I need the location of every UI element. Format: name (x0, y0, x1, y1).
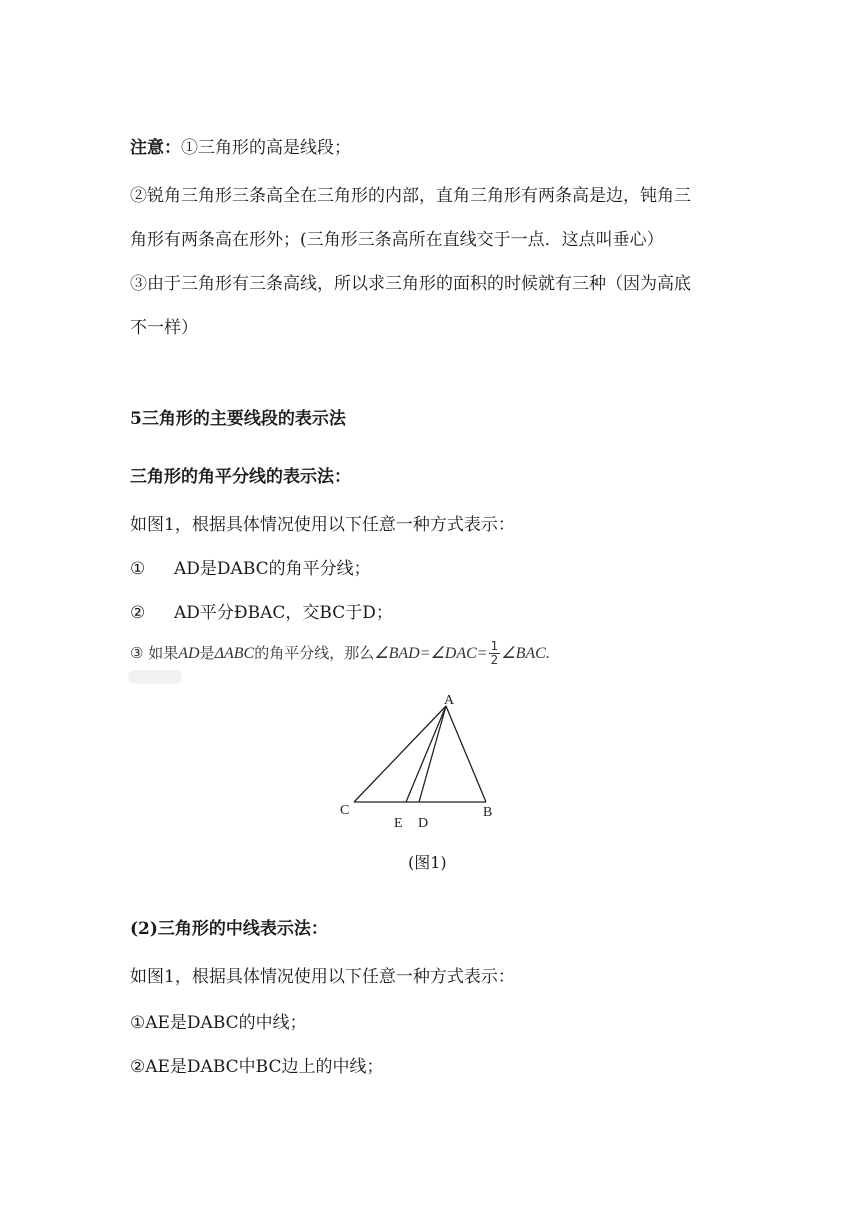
median-item-1: ①AE是DABC的中线； (130, 1013, 307, 1033)
label-d: D (418, 816, 429, 830)
median-item-2: ②AE是DABC中BC边上的中线； (130, 1057, 384, 1077)
item-text: AD平分ÐBAC，交BC于D； (174, 603, 393, 623)
label-e: E (394, 816, 403, 830)
median-ae (406, 706, 446, 802)
eq-ad: AD (178, 645, 200, 662)
fraction-numerator: 1 (490, 639, 499, 653)
label-a: A (444, 693, 455, 708)
bisector-intro: 如图1，根据具体情况使用以下任意一种方式表示： (130, 515, 515, 535)
median-heading: (2)三角形的中线表示法： (130, 919, 328, 939)
scan-smudge (128, 670, 182, 684)
note-text-1: ①三角形的高是线段； (181, 138, 351, 158)
eq-last: ∠BAC. (501, 645, 550, 662)
note-label: 注意： (130, 138, 181, 158)
fraction-denominator: 2 (490, 653, 499, 667)
item-text: AD是DABC的角平分线； (174, 559, 371, 579)
item-number: ① (130, 559, 146, 579)
note-line-1 (130, 136, 351, 160)
label-c: C (340, 803, 350, 818)
note-line-3: 角形有两条高在形外；(三角形三条高所在直线交于一点．这点叫垂心） (130, 230, 664, 250)
note-line-5: 不一样） (130, 318, 198, 338)
bisector-item-2 (130, 601, 393, 625)
bisector-item-1 (130, 557, 371, 581)
eq-fraction (489, 640, 501, 667)
triangle-figure (320, 690, 520, 830)
item-number: ② (130, 603, 146, 623)
note-line-2: ②锐角三角形三条高全在三角形的内部，直角三角形有两条高是边，钝角三 (130, 186, 691, 206)
section-heading: 5三角形的主要线段的表示法 (130, 409, 346, 429)
eq-text-2: 是 (199, 644, 215, 662)
note-line-4: ③由于三角形有三条高线，所以求三角形的面积的时候就有三种（因为高底 (130, 274, 691, 294)
side-ab (446, 706, 486, 802)
eq-text-1: 如果 (148, 644, 179, 662)
item-number: ③ (130, 644, 144, 662)
eq-text-3: 的角平分线，那么 (254, 644, 375, 662)
eq-triangle: ΔABC (214, 645, 255, 662)
label-b: B (483, 805, 493, 820)
bisector-heading: 三角形的角平分线的表示法： (130, 467, 351, 487)
median-intro: 如图1，根据具体情况使用以下任意一种方式表示： (130, 967, 515, 987)
eq-angles: ∠BAD=∠DAC= (374, 645, 488, 662)
figure-caption: (图1) (408, 853, 447, 872)
bisector-item-3-equation (130, 640, 550, 667)
